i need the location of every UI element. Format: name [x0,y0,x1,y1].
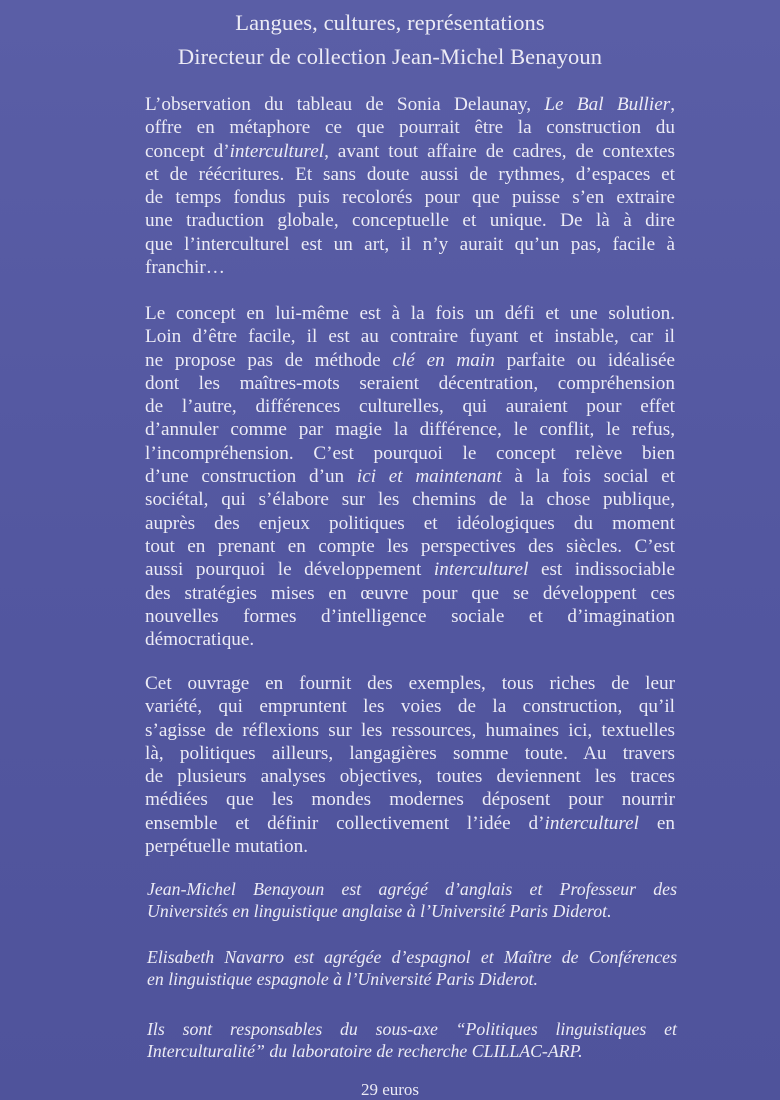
text-line: dont les maîtres-mots seraient décentration, compréhension [145,372,675,394]
text-line: une traduction globale, conceptuelle et unique. De là à dire [145,210,675,232]
text-line: ensemble et définir collectivement l’idée d’interculturel en [145,812,675,834]
text-line: de plusieurs analyses objectives, toutes deviennent les traces [145,766,675,788]
text-line: et de réécritures. Et sans doute aussi de rythmes, d’espaces et [145,163,675,185]
series-title: Langues, cultures, représentations [235,10,545,35]
text-line: nouvelles formes d’intelligence sociale et d’imagination [145,605,675,627]
text-line: Ils sont responsables du sous-axe “Politiques linguistiques et [147,1019,677,1039]
author-bio-navarro [147,946,677,991]
text-line: Interculturalité” du laboratoire de recherche CLILLAC-ARP. [147,1041,583,1062]
text-line: de l’autre, différences culturelles, qui auraient pour effet [145,396,675,418]
text-line: franchir… [145,257,225,279]
text-line: que l’interculturel est un art, il n’y aurait qu’un pas, facile à [145,233,675,255]
text-line: Le concept en lui-même est à la fois un défi et une solution. [145,303,675,324]
text-line: sociétal, qui s’élabore sur les chemins de la chose publique, [145,489,675,511]
text-line: concept d’interculturel, avant tout affaire de cadres, de contextes [145,140,675,162]
author-bio-benayoun [147,878,677,923]
price-label: 29 euros [360,1080,420,1099]
text-line: l’incompréhension. C’est pourquoi le concept relève bien [145,442,675,464]
text-line: Universités en linguistique anglaise à l’Université Paris Diderot. [147,901,612,922]
text-line: en linguistique espagnole à l’Université Paris Diderot. [147,969,538,990]
text-line: Cet ouvrage en fournit des exemples, tous riches de leur [145,673,675,694]
text-line: aussi pourquoi le développement interculturel est indissociable [145,559,675,581]
series-director: Directeur de collection Jean-Michel Benayoun [177,44,603,69]
text-line: variété, qui empruntent les voies de la construction, qu’il [145,696,675,718]
text-line: perpétuelle mutation. [145,836,309,858]
text-line: là, politiques ailleurs, langagières somme toute. Au travers [145,742,675,764]
text-line: médiées que les mondes modernes déposent pour nourrir [145,789,675,811]
text-line: ne propose pas de méthode clé en main parfaite ou idéalisée [145,349,675,371]
text-line: d’annuler comme par magie la différence, le conflit, le refus, [145,419,675,441]
series-header [0,6,780,74]
text-line: L’observation du tableau de Sonia Delaunay, Le Bal Bullier, [145,94,675,115]
text-line: auprès des enjeux politiques et idéologiques du moment [145,512,675,534]
text-line: d’une construction d’un ici et maintenant à la fois social et [145,466,675,488]
paragraph-concept [145,302,675,651]
text-line: offre en métaphore ce que pourrait être la construction du [145,117,675,139]
text-line: démocratique. [145,629,255,651]
paragraph-book [145,672,675,858]
text-line: Elisabeth Navarro est agrégée d’espagnol et Maître de Conférences [147,947,677,967]
text-line: s’agisse de réflexions sur les ressources, humaines ici, textuelles [145,719,675,741]
text-line: Loin d’être facile, il est au contraire fuyant et instable, car il [145,326,675,348]
text-line: Jean-Michel Benayoun est agrégé d’anglais et Professeur des [147,879,677,899]
paragraph-intro [145,93,675,279]
text-line: tout en prenant en compte les perspectives des siècles. C’est [145,535,675,557]
text-line: de temps fondus puis recolorés pour que puisse s’en extraire [145,187,675,209]
text-line: des stratégies mises en œuvre pour que se développent ces [145,582,675,604]
authors-responsibility [147,1018,677,1063]
